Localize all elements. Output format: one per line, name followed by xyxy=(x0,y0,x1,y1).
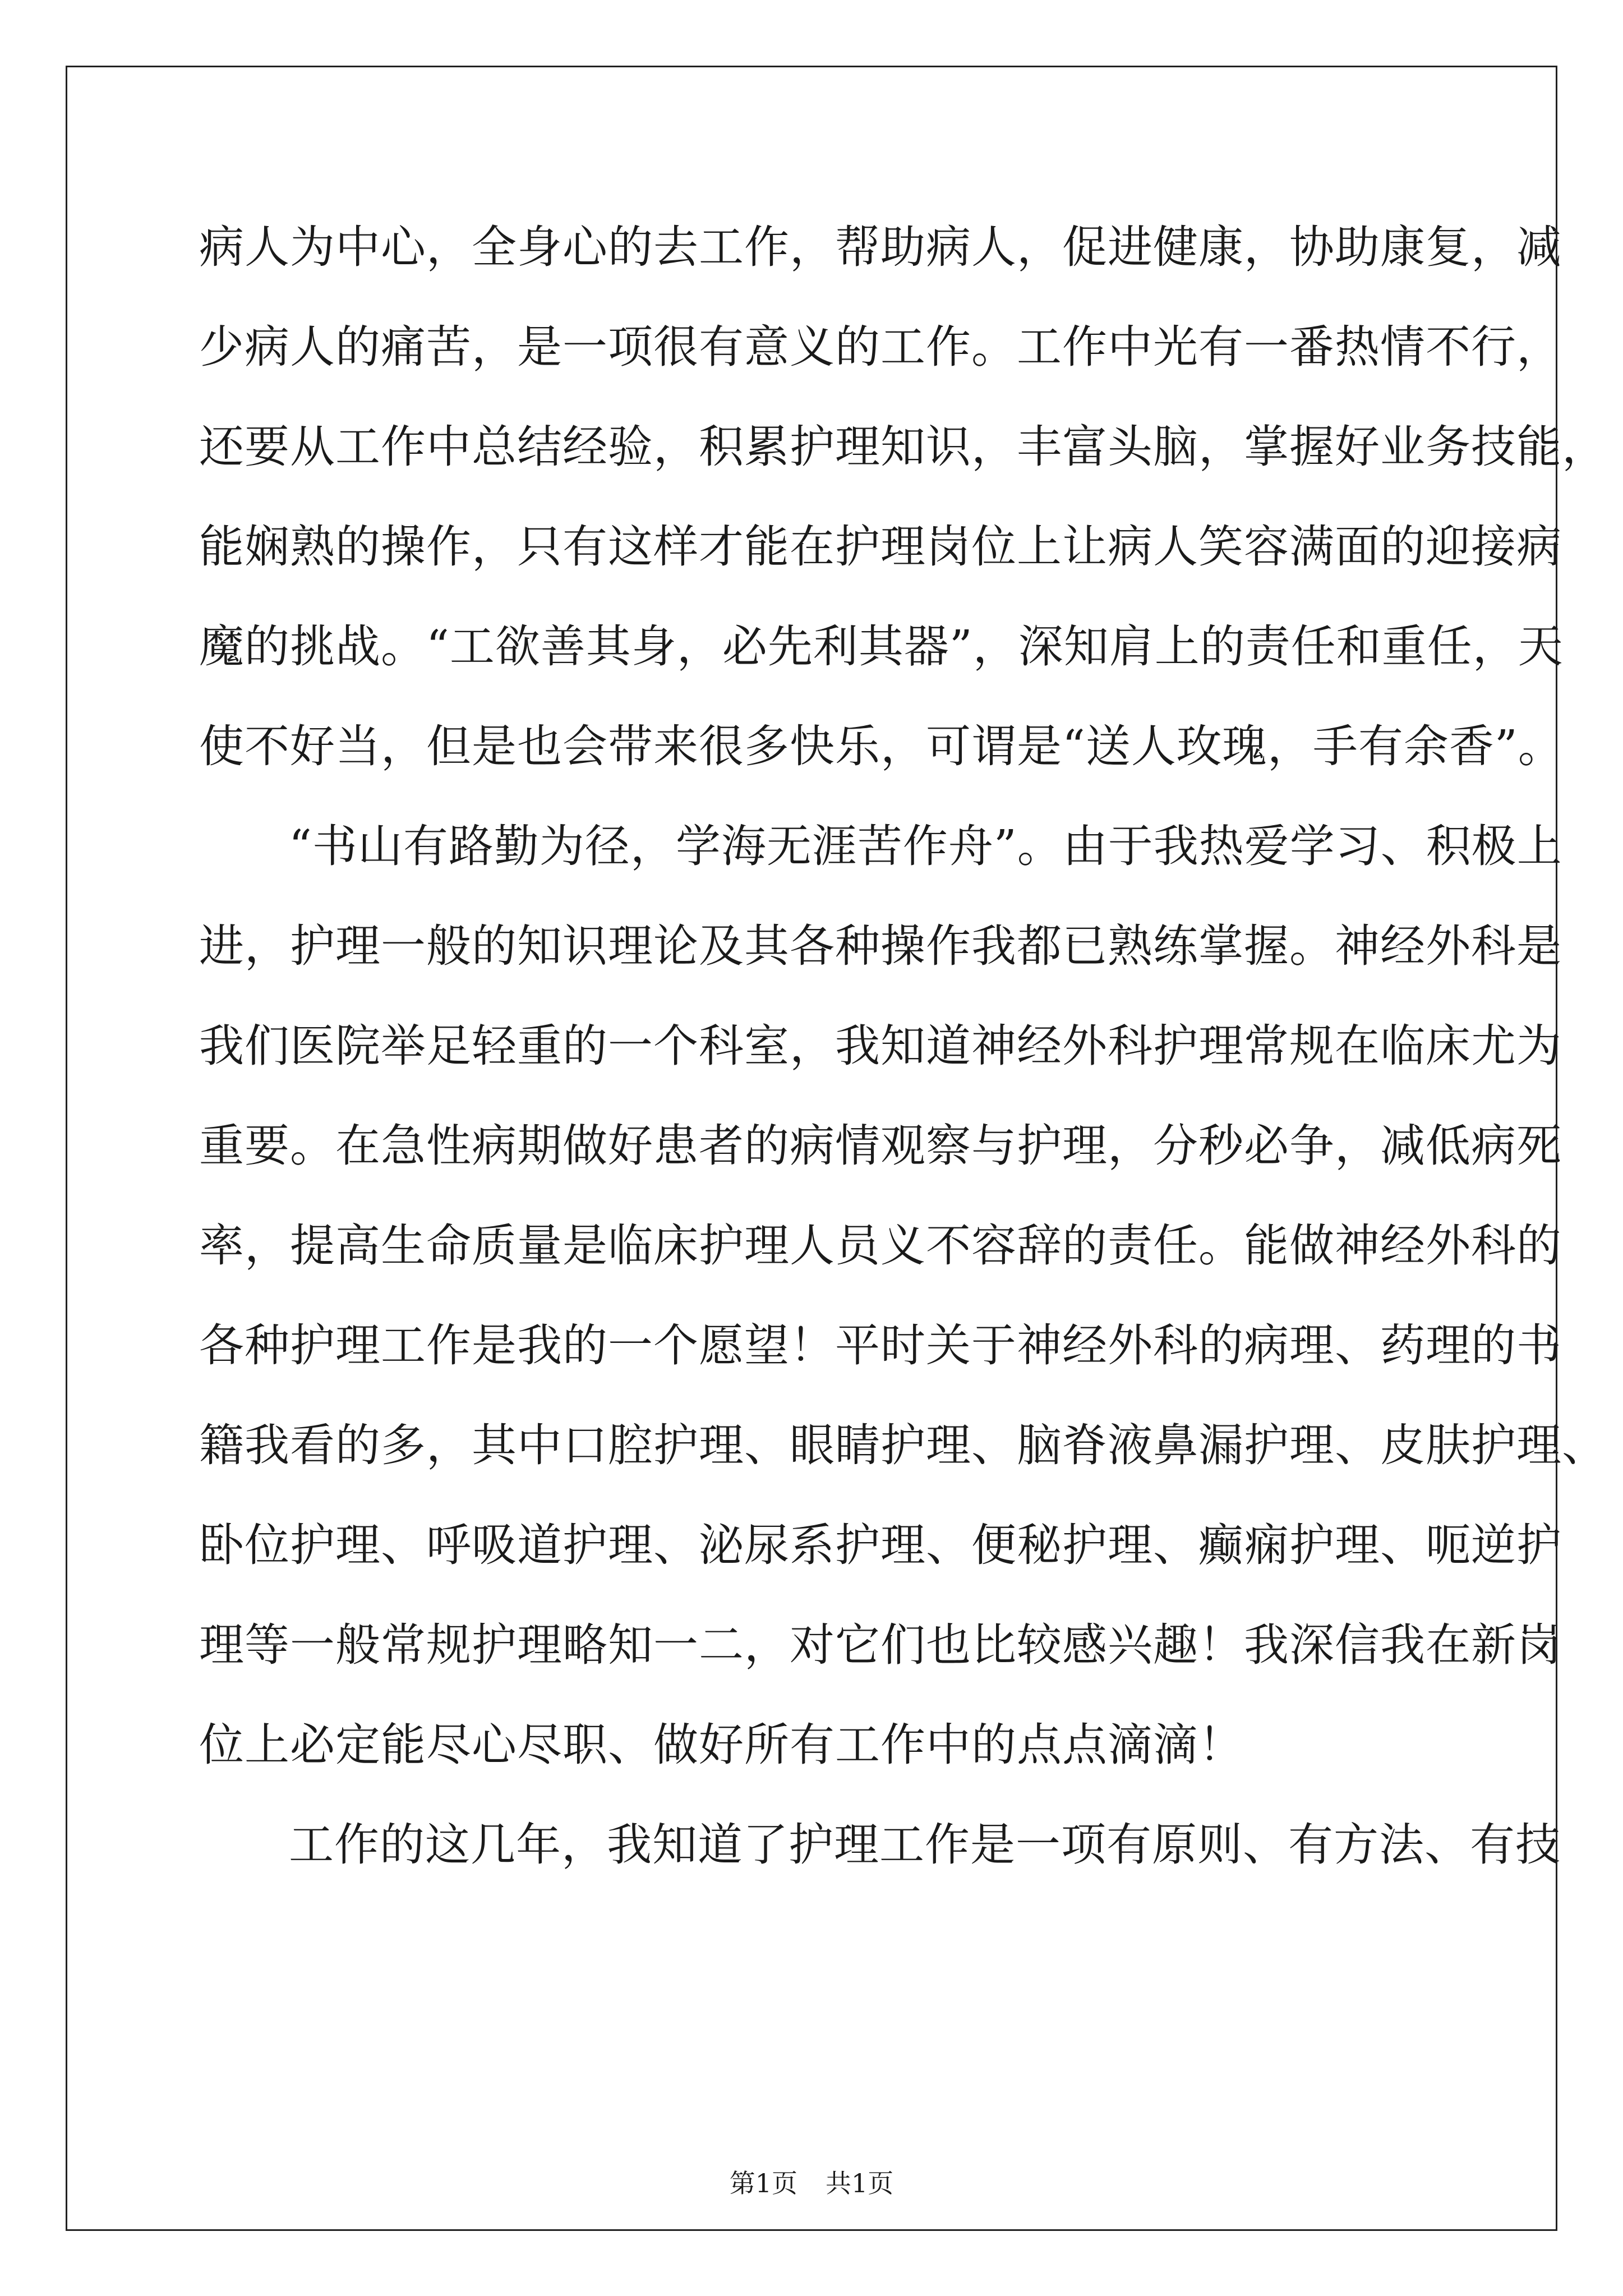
text-line: 位上必定能尽心尽职、做好所有工作中的点点滴滴！ xyxy=(199,1719,1244,1771)
text-line: 使不好当，但是也会带来很多快乐，可谓是“送人玫瑰，手有余香”。 xyxy=(199,720,1564,772)
text-line: 重要。在急性病期做好患者的病情观察与护理，分秒必争，减低病死 xyxy=(199,1120,1562,1172)
page-footer xyxy=(0,2166,1623,2200)
text-line: “书山有路勤为径，学海无涯苦作舟”。由于我热爱学习、积极上 xyxy=(289,820,1562,872)
text-line: 理等一般常规护理略知一二，对它们也比较感兴趣！我深信我在新岗 xyxy=(199,1619,1562,1671)
text-line: 能娴熟的操作，只有这样才能在护理岗位上让病人笑容满面的迎接病 xyxy=(199,521,1562,573)
text-line: 卧位护理、呼吸道护理、泌尿系护理、便秘护理、癫痫护理、呃逆护 xyxy=(199,1519,1562,1571)
document-body xyxy=(199,197,1607,1895)
page-number: 第1页 xyxy=(729,2168,797,2198)
text-line: 还要从工作中总结经验，积累护理知识，丰富头脑，掌握好业务技能， xyxy=(199,421,1607,473)
text-line: 病人为中心，全身心的去工作，帮助病人，促进健康，协助康复，减 xyxy=(199,221,1562,273)
text-line: 籍我看的多，其中口腔护理、眼睛护理、脑脊液鼻漏护理、皮肤护理、 xyxy=(199,1419,1607,1471)
text-line: 工作的这几年，我知道了护理工作是一项有原则、有方法、有技 xyxy=(289,1819,1561,1871)
text-line: 进，护理一般的知识理论及其各种操作我都已熟练掌握。神经外科是 xyxy=(199,920,1562,972)
text-line: 率，提高生命质量是临床护理人员义不容辞的责任。能做神经外科的 xyxy=(199,1220,1562,1272)
page-total: 共1页 xyxy=(826,2168,894,2198)
text-line: 魔的挑战。“工欲善其身，必先利其器”，深知肩上的责任和重任，天 xyxy=(199,620,1564,673)
text-line: 少病人的痛苦，是一项很有意义的工作。工作中光有一番热情不行， xyxy=(199,321,1562,373)
text-line: 我们医院举足轻重的一个科室，我知道神经外科护理常规在临床尤为 xyxy=(199,1020,1562,1072)
text-line: 各种护理工作是我的一个愿望！平时关于神经外科的病理、药理的书 xyxy=(199,1319,1562,1372)
